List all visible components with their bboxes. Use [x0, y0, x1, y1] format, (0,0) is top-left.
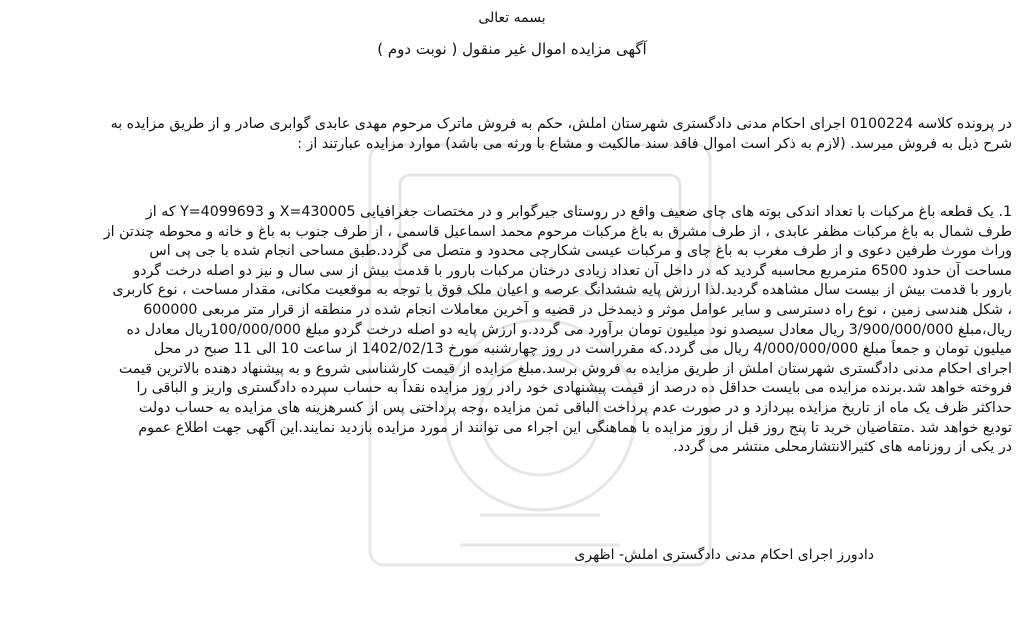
intro-paragraph	[10, 115, 1012, 154]
body-line: بارور با قدمت بیش از بیست سال مشاهده گردید.لذا ارزش پایه ششدانگ عرصه و اعیان ملک فوق با توجه به موقعیت مکانی، مقدار مساحت ، نوع کاربری	[112, 282, 1012, 299]
basmala-heading: بسمه تعالی	[478, 10, 546, 26]
body-line: وراث مورث طرفین دعوی و از طرف مغرب به باغ چای و مرکبات عیسی شکارچی محدود و متصل می گردد.طبق مساحی انجام شده با جی پی اس	[149, 243, 1012, 260]
body-line: تودیع خواهد شد .متقاضیان خرید تا پنج روز قبل از روز مزایده با هماهنگی این اجراء می توانند از مورد مزایده بازدید نمایند.این آگهی جهت اطلاع عموم	[138, 419, 1012, 436]
notice-title: آگهی مزایده اموال غیر منقول ( نوبت دوم )	[377, 40, 647, 58]
body-line: ، شکل هندسی زمین ، نوع راه دسترسی و سایر عوامل موثر و ذیمدخل در قضیه و آخرین معاملات انجام شده در منطقه از قرار متر مربعی 600000	[143, 301, 1012, 318]
intro-line: در پرونده کلاسه 0100224 اجرای احکام مدنی دادگستری شهرستان املش، حکم به فروش ماترک مرحوم مهدی عابدی گوابری صادر و از طریق مزایده به	[110, 116, 1012, 132]
body-line: طرف شمال به باغ مرکبات مظفر عابدی ، از طرف مشرق به باغ مرکبات مرحوم محمد اسماعیل قاسمی ، از طرف جنوب به باغ و خانه و محوطه چندتن از	[103, 223, 1012, 240]
body-line: مساحت آن حدود 6500 مترمربع محاسبه گردید که در داخل آن تعداد زیادی درختان مرکبات بارور با قدمت بیش از سی سال و نیز دو اصله درخت گردو	[133, 262, 1012, 279]
auction-item-paragraph	[10, 203, 1012, 458]
body-line: اجرای احکام مدنی دادگستری شهرستان املش از طریق مزایده به فروش برسد.مبلغ مزایده از قیمت کارشناسی شروع و به پیشنهاد دهنده بالاترین قیمت	[118, 360, 1012, 377]
intro-line: شرح ذیل به فروش میرسد. (لازم به ذکر است اموال فاقد سند مالکیت و مشاع با ورثه می باشد) موارد مزایده عبارتند از :	[297, 135, 1012, 152]
body-line: 1. یک قطعه باغ مرکبات با تعداد اندکی بوته های چای ضعیف واقع در روستای جیرگوابر و در مختصات جغرافیایی X=430005 و Y=4099693 که از	[145, 204, 1012, 220]
body-line: در یکی از روزنامه های کثیرالانتشارمحلی منتشر می گردد.	[673, 439, 1012, 456]
body-line: میلیون تومان و جمعاً مبلغ 4/000/000/000 ریال می گردد.که مقرراست در روز چهارشنبه مورخ 1402/02/13 از ساعت 10 الی 11 صبح در محل	[153, 341, 1012, 358]
body-line: ریال،مبلغ 3/900/000/000 ریال معادل سیصدو نود میلیون تومان برآورد می گردد.و ارزش پایه دو اصله درخت گردو مبلغ 100/000/000ریال معادل ده	[126, 321, 1012, 338]
body-line: حداکثر ظرف یک ماه از تاریخ مزایده بپردازد و در صورت عدم پرداخت الباقی ثمن مزایده ،وجه پرداختی پس از کسرهزینه های مزایده به حساب دولت	[138, 399, 1012, 416]
signature-line: دادورز اجرای احکام مدنی دادگستری املش- اظهری	[574, 547, 874, 563]
body-line: فروخته خواهد شد.برنده مزایده می بایست حداقل ده درصد از قیمت پیشنهادی خود رادر روز مزایده نقداً به حساب سپرده دادگستری واریز و الباقی را	[136, 380, 1012, 397]
